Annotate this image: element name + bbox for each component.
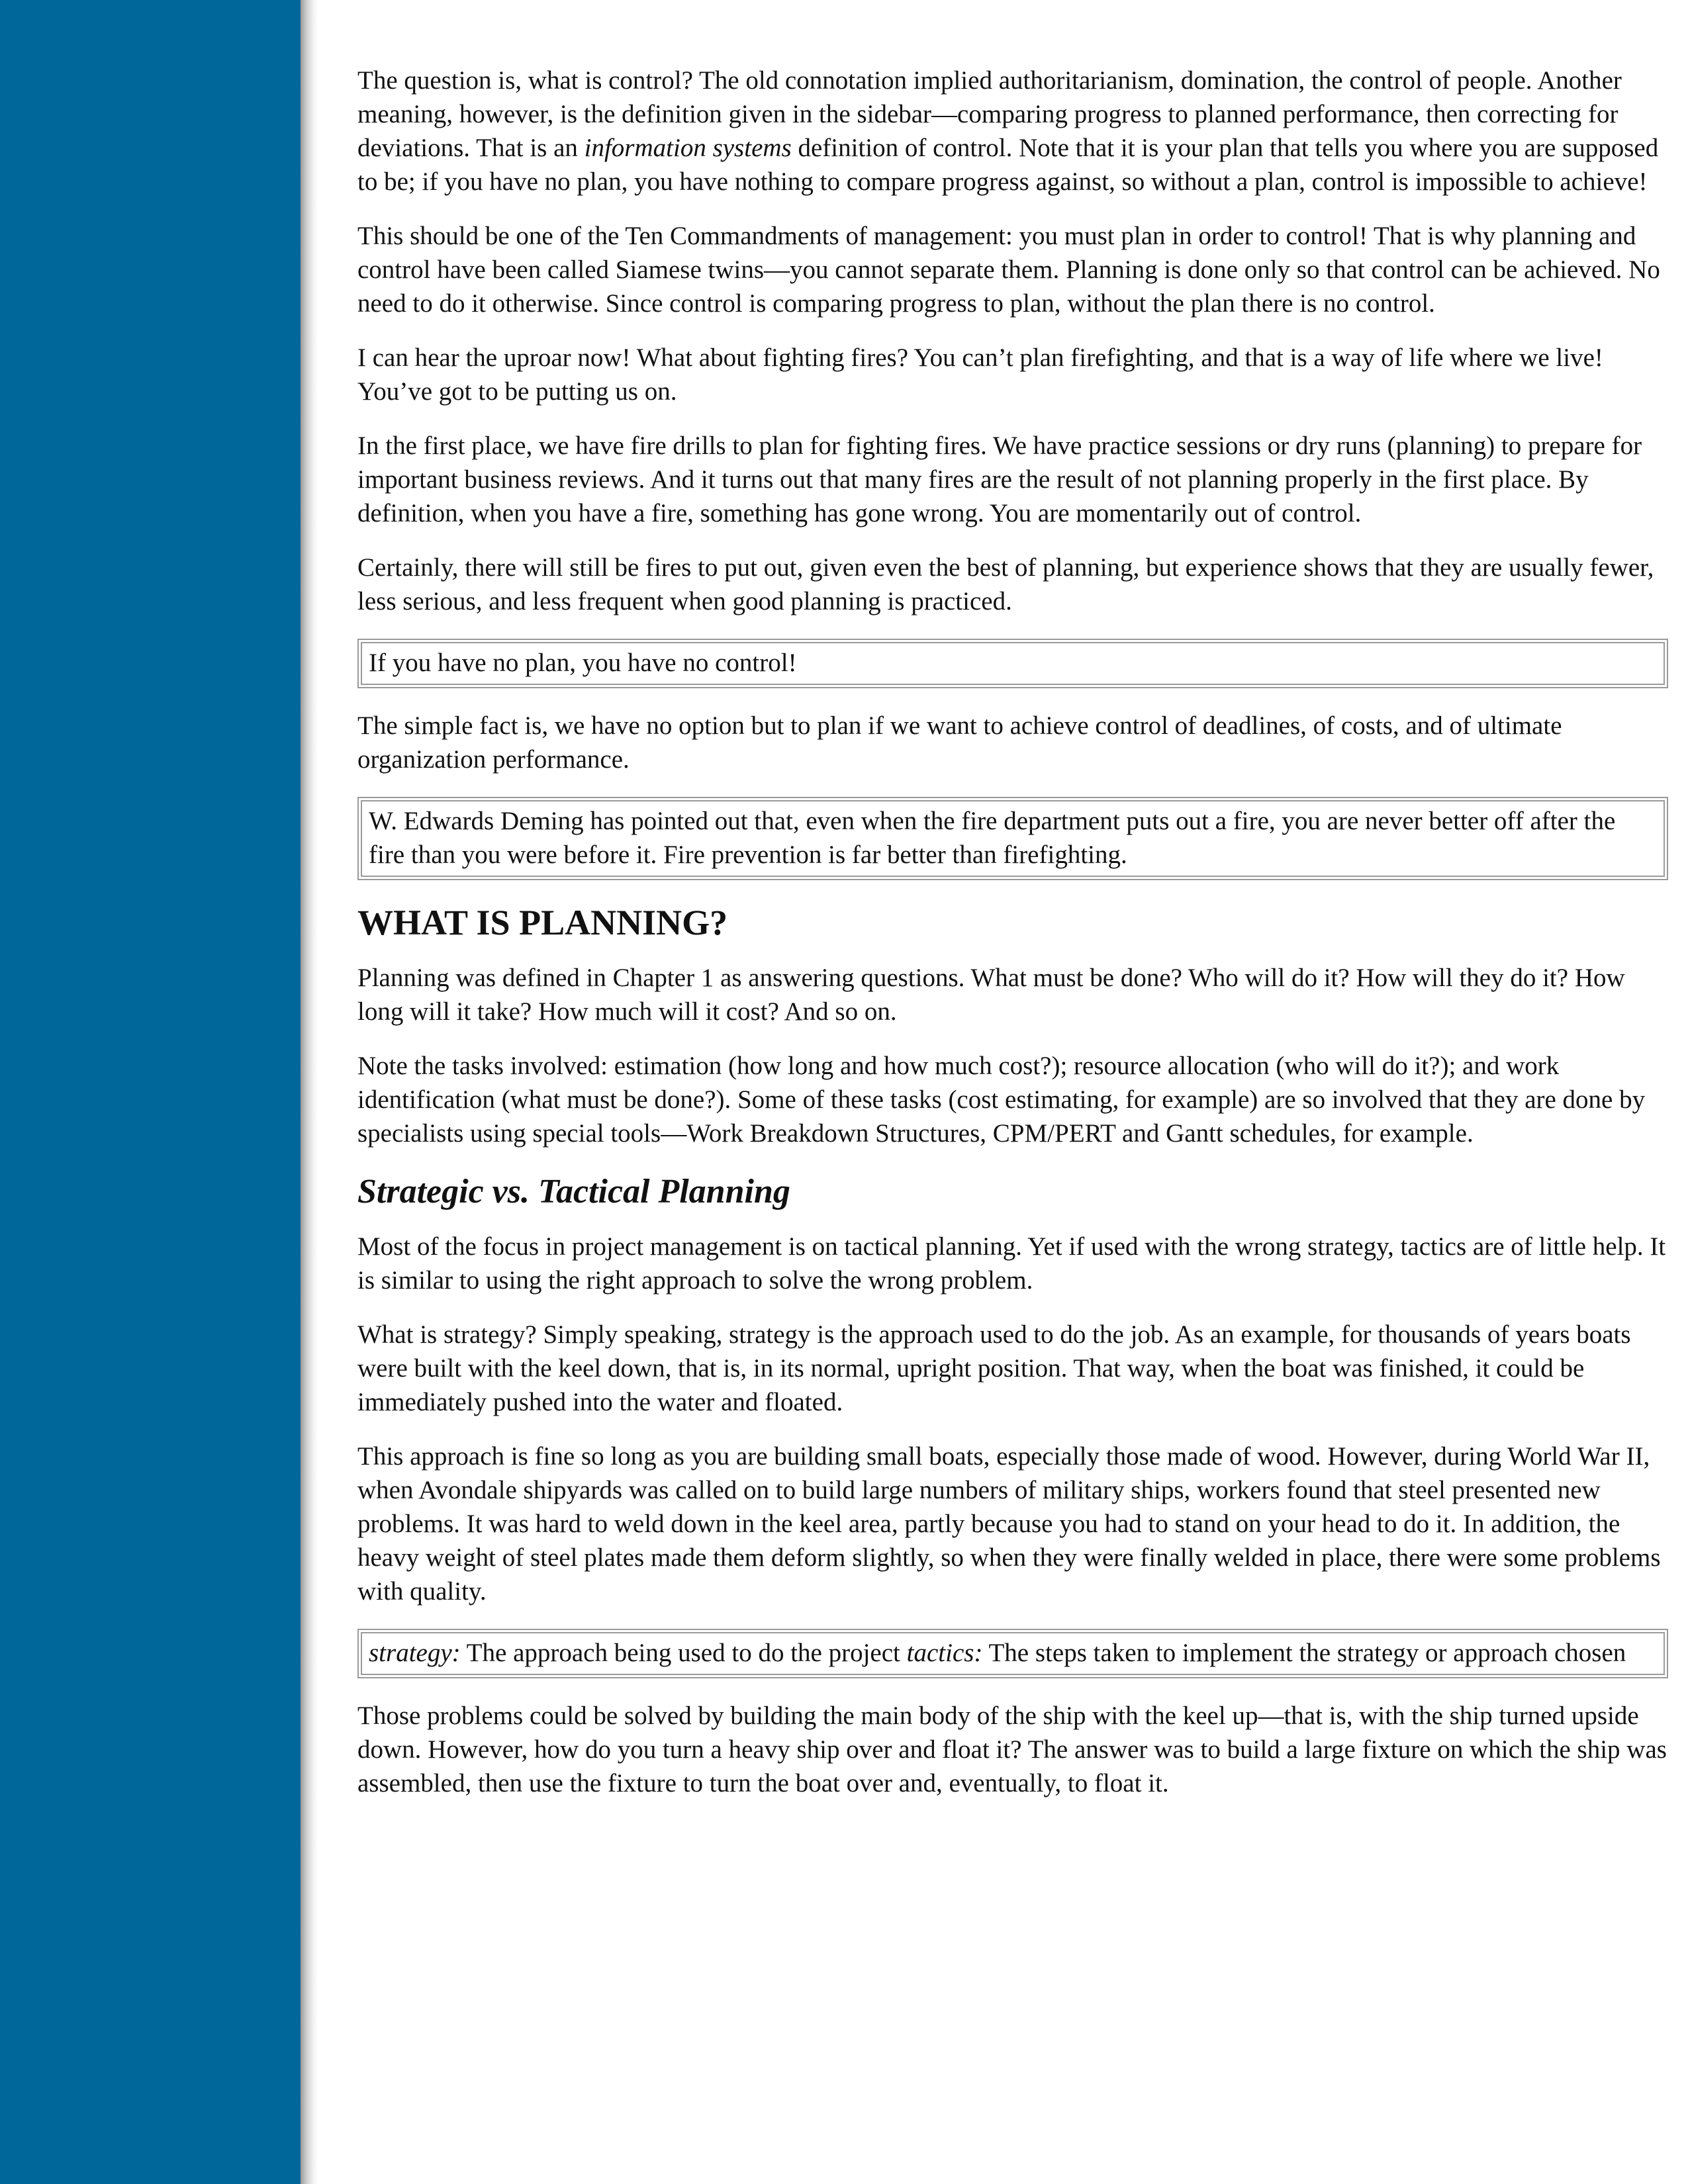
term-strategy: strategy: xyxy=(369,1639,461,1667)
paragraph-planning-defined: Planning was defined in Chapter 1 as answering questions. What must be done? Who will do it? How will they do it? How long will it take? How much will it cost? And so on. xyxy=(357,964,1625,1026)
paragraph-keel-up: Those problems could be solved by building the main body of the ship with the keel up—that is, with the ship turned upside down. However, how do you turn a heavy ship over and float it? The answer was to build a large fixture on which the ship was assembled, then use the fixture to turn the boat over and, eventually, to float it. xyxy=(357,1702,1667,1797)
paragraph-control-definition: The question is, what is control? The old connotation implied authoritarianism, domination, the control of people. Another meaning, however, is the definition given in the sidebar—comparing progress to planned performance, then correcting for deviations. That is an information systems definition of control. Note that it is your plan that tells you where you are supposed to be; if you have no plan, you have nothing to compare progress against, so without a plan, control is impossible to achieve! xyxy=(357,66,1659,196)
sidebar-shadow xyxy=(301,0,318,2184)
paragraph-what-is-strategy: What is strategy? Simply speaking, strategy is the approach used to do the job. As an example, for thousands of years boats were built with the keel down, that is, in its normal, upright position. That way, when the boat was finished, it could be immediately pushed into the water and floated. xyxy=(357,1320,1631,1416)
paragraph-tactical-focus: Most of the focus in project management is on tactical planning. Yet if used with the wrong strategy, tactics are of little help. It is similar to using the right approach to solve the wrong problem. xyxy=(357,1232,1666,1295)
callout-strategy-tactics: strategy: The approach being used to do the project tactics: The steps taken to implement the strategy or approach chosen xyxy=(357,1629,1668,1678)
paragraph-fewer-fires: Certainly, there will still be fires to put out, given even the best of planning, but experience shows that they are usually fewer, less serious, and less frequent when good planning is practiced. xyxy=(357,553,1654,615)
heading-what-is-planning: WHAT IS PLANNING? xyxy=(357,903,728,942)
paragraph-plan-to-control: This should be one of the Ten Commandments of management: you must plan in order to control! That is why planning and control have been called Siamese twins—you cannot separate them. Planning is done only so that control can be achieved. No need to do it otherwise. Since control is comparing progress to plan, without the plan there is no control. xyxy=(357,222,1660,318)
paragraph-uproar: I can hear the uproar now! What about fighting fires? You can’t plan firefighting, and that is a way of life where we live! You’ve got to be putting us on. xyxy=(357,343,1603,406)
callout-deming: W. Edwards Deming has pointed out that, even when the fire department puts out a fire, you are never better off after the fire than you were before it. Fire prevention is far better than firefighting. xyxy=(357,797,1668,880)
document-body xyxy=(357,64,1668,1821)
callout-no-plan: If you have no plan, you have no control! xyxy=(357,639,1668,688)
term-tactics: tactics: xyxy=(906,1639,983,1667)
paragraph-simple-fact: The simple fact is, we have no option but to plan if we want to achieve control of deadlines, of costs, and of ultimate organization performance. xyxy=(357,711,1562,774)
side-bar-decoration xyxy=(0,0,301,2184)
paragraph-tasks-involved: Note the tasks involved: estimation (how long and how much cost?); resource allocation (who will do it?); and work identification (what must be done?). Some of these tasks (cost estimating, for example) are so involved that they are done by specialists using special tools—Work Breakdown Structures, CPM/PERT and Gantt schedules, for example. xyxy=(357,1052,1646,1148)
paragraph-fire-drills: In the first place, we have fire drills to plan for fighting fires. We have practice sessions or dry runs (planning) to prepare for important business reviews. And it turns out that many fires are the result of not planning properly in the first place. By definition, when you have a fire, something has gone wrong. You are momentarily out of control. xyxy=(357,432,1642,527)
emphasis-information-systems: information systems xyxy=(584,134,792,162)
heading-strategic-vs-tactical: Strategic vs. Tactical Planning xyxy=(357,1173,790,1210)
paragraph-avondale: This approach is fine so long as you are building small boats, especially those made of wood. However, during World War II, when Avondale shipyards was called on to build large numbers of military ships, workers found that steel presented new problems. It was hard to weld down in the keel area, partly because you had to stand on your head to do it. In addition, the heavy weight of steel plates made them deform slightly, so when they were finally welded in place, there were some problems with quality. xyxy=(357,1442,1661,1606)
